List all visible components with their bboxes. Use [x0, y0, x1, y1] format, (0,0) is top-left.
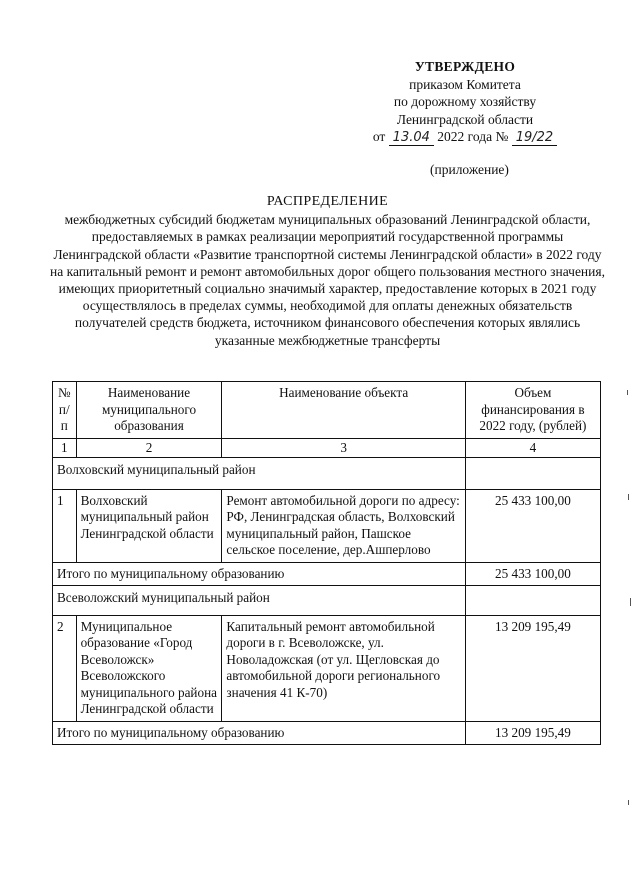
document-heading	[50, 193, 605, 349]
approval-line-2: по дорожному хозяйству	[393, 94, 537, 109]
row-number: 1	[53, 489, 77, 562]
handwritten-number: 19/22	[512, 130, 557, 146]
row-amount: 13 209 195,49	[465, 615, 600, 721]
district-row	[53, 586, 601, 616]
row-amount: 25 433 100,00	[465, 489, 600, 562]
header-amount: Объем финансирования в 2022 году, (рублей)	[465, 382, 600, 439]
header-municipality: Наименование муниципального образования	[76, 382, 222, 439]
total-amount: 25 433 100,00	[465, 562, 600, 586]
scan-mark	[630, 598, 631, 606]
approval-title: УТВЕРЖДЕНО	[414, 59, 516, 74]
approval-stamp	[330, 58, 600, 146]
total-amount: 13 209 195,49	[465, 721, 600, 745]
row-number: 2	[53, 615, 77, 721]
scan-mark	[628, 494, 629, 500]
approval-line-3: Ленинградской области	[396, 111, 534, 127]
total-row	[53, 562, 601, 586]
district-name: Всеволожский муниципальный район	[53, 586, 466, 616]
col-num-2: 2	[76, 438, 222, 458]
total-label: Итого по муниципальному образованию	[53, 721, 466, 745]
document-subtitle: межбюджетных субсидий бюджетам муниципальных образований Ленинградской области, предоставляемых в рамках реализации мероприятий государственной программы Ленинградской области «Развитие транспортной системы Ленинградской области» в 2022 году на капитальный ремонт и ремонт автомобильных дорог общего пользования местного значения, имеющих приоритетный социально значимый характер, предоставление которых в 2021 году осуществлялось в пределах суммы, необходимой для оплаты денежных обязательств получателей средств бюджета, источником финансового обеспечения которых являлись указанные межбюджетные трансферты	[50, 212, 605, 348]
row-municipality: Волховский муниципальный район Ленинградской области	[76, 489, 222, 562]
date-year: 2022 года №	[437, 129, 509, 144]
row-municipality: Муниципальное образование «Город Всеволожск» Всеволожского муниципального района Ленинградской области	[76, 615, 222, 721]
table-row	[53, 489, 601, 562]
col-num-3: 3	[222, 438, 465, 458]
approval-date-line	[330, 128, 600, 146]
column-number-row	[53, 438, 601, 458]
handwritten-date: 13.04	[389, 130, 434, 146]
table-row	[53, 615, 601, 721]
date-prefix: от	[372, 129, 386, 144]
distribution-table	[52, 381, 601, 745]
col-num-4: 4	[465, 438, 600, 458]
district-name: Волховский муниципальный район	[53, 458, 466, 490]
table-header-row	[53, 382, 601, 439]
appendix-label: (приложение)	[430, 162, 509, 177]
total-row	[53, 721, 601, 745]
header-object: Наименование объекта	[222, 382, 465, 439]
approval-line-1: приказом Комитета	[409, 76, 521, 92]
row-object: Ремонт автомобильной дороги по адресу: РФ, Ленинградская область, Волховский муниципальный район, Пашское сельское поселение, дер.Ашперлово	[222, 489, 465, 562]
col-num-1: 1	[53, 438, 77, 458]
total-label: Итого по муниципальному образованию	[53, 562, 466, 586]
scan-mark	[628, 800, 629, 805]
header-number: № п/п	[53, 382, 77, 439]
document-title: РАСПРЕДЕЛЕНИЕ	[266, 194, 389, 209]
scan-mark	[627, 390, 628, 395]
district-row	[53, 458, 601, 490]
row-object: Капитальный ремонт автомобильной дороги в г. Всеволожске, ул. Новоладожская (от ул. Щегловская до автомобильной дороги регионального значения 41 К-70)	[222, 615, 465, 721]
